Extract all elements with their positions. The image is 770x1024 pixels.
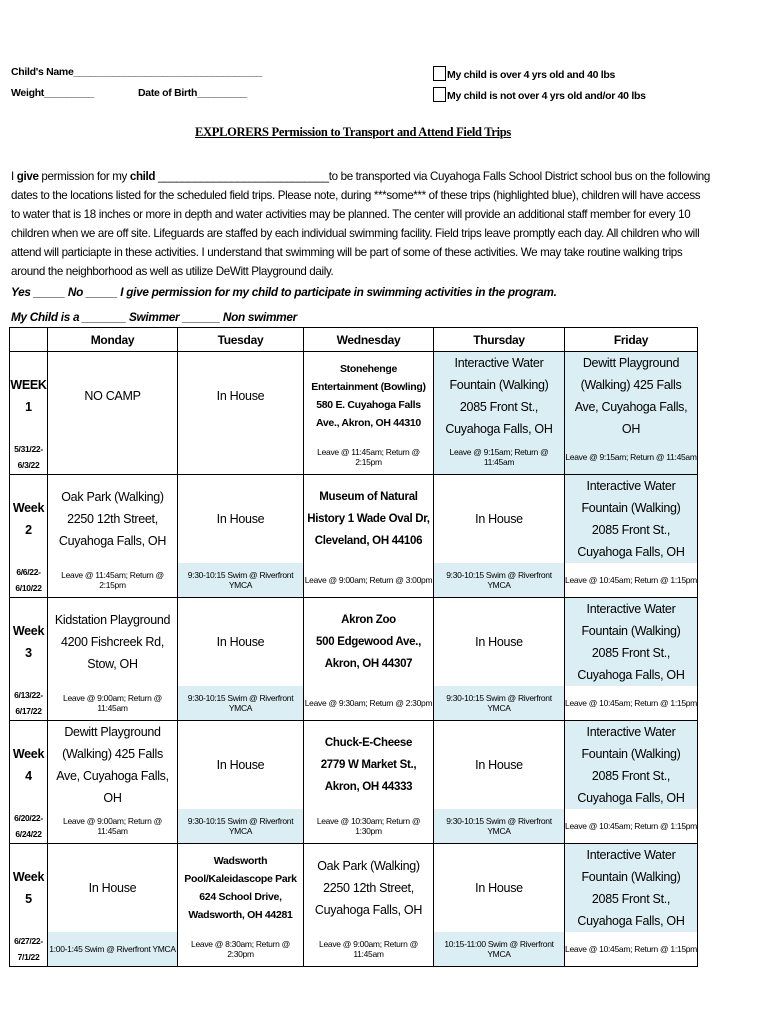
week-schedule-row <box>10 809 698 844</box>
weight-field[interactable]: Weight_________ <box>11 87 94 99</box>
schedule-friday: Leave @ 10:45am; Return @ 1:15pm <box>565 932 698 967</box>
option-over-4-label: My child is over 4 yrs old and 40 lbs <box>447 69 616 81</box>
schedule-monday: Leave @ 9:00am; Return @ 11:45am <box>48 686 178 721</box>
date-of-birth-field[interactable]: Date of Birth_________ <box>138 87 247 99</box>
checkbox-not-over-4[interactable] <box>433 87 446 102</box>
week-row <box>10 352 698 441</box>
week-schedule-row <box>10 440 698 475</box>
activity-friday: Interactive Water Fountain (Walking) 2085 Front St., Cuyahoga Falls, OH <box>565 721 698 810</box>
day-header-thursday: Thursday <box>434 328 565 352</box>
activity-monday: In House <box>48 844 178 933</box>
schedule-tuesday <box>178 440 304 475</box>
activity-tuesday: In House <box>178 352 304 441</box>
schedule-tuesday: 9:30-10:15 Swim @ Riverfront YMCA <box>178 686 304 721</box>
schedule-thursday: 9:30-10:15 Swim @ Riverfront YMCA <box>434 563 565 598</box>
activity-monday: Oak Park (Walking) 2250 12th Street, Cuyahoga Falls, OH <box>48 475 178 564</box>
activity-tuesday: Wadsworth Pool/Kaleidascope Park 624 School Drive, Wadsworth, OH 44281 <box>178 844 304 933</box>
week-dates: 6/27/22- 7/1/22 <box>10 932 48 967</box>
paragraph-child: child <box>129 170 156 183</box>
schedule-monday: Leave @ 11:45am; Return @ 2:15pm <box>48 563 178 598</box>
week-label: Week 2 <box>10 475 48 564</box>
week-label: WEEK 1 <box>10 352 48 441</box>
schedule-wednesday: Leave @ 10:30am; Return @ 1:30pm <box>304 809 434 844</box>
schedule-wednesday: Leave @ 9:00am; Return @ 3:00pm <box>304 563 434 598</box>
paragraph-text-3: ____________________________to be transported via Cuyahoga Falls School District school bus on the following dates to the locations listed for the scheduled field trips. Please note, during ***some*** of these trips (highlighted blue), children will have access to water that is 18 inches or more in depth and water activities may be planned. The center will provide an additional staff member for every 10 children when we are off site. Lifeguards are staffed by each individual swimming facility. Field trips leave promptly each day. All children who will attend will particiapte in these activities. I understand that swimming will be part of some of these activities. We may take routine walking trips around the neighborhood as well as utilize DeWitt Playground daily. <box>11 170 710 278</box>
corner-cell <box>10 328 48 352</box>
week-row <box>10 844 698 933</box>
week-schedule-row <box>10 932 698 967</box>
activity-tuesday: In House <box>178 475 304 564</box>
activity-tuesday: In House <box>178 721 304 810</box>
activity-thursday: In House <box>434 844 565 933</box>
activity-monday: NO CAMP <box>48 352 178 441</box>
activity-wednesday: Chuck-E-Cheese 2779 W Market St., Akron, OH 44333 <box>304 721 434 810</box>
activity-friday: Interactive Water Fountain (Walking) 2085 Front St., Cuyahoga Falls, OH <box>565 844 698 933</box>
field-trip-schedule-table <box>9 327 698 967</box>
activity-wednesday: Stonehenge Entertainment (Bowling) 580 E. Cuyahoga Falls Ave., Akron, OH 44310 <box>304 352 434 441</box>
schedule-tuesday: Leave @ 8:30am; Return @ 2:30pm <box>178 932 304 967</box>
week-schedule-row <box>10 686 698 721</box>
schedule-thursday: 10:15-11:00 Swim @ Riverfront YMCA <box>434 932 565 967</box>
schedule-thursday: 9:30-10:15 Swim @ Riverfront YMCA <box>434 809 565 844</box>
activity-friday: Interactive Water Fountain (Walking) 2085 Front St., Cuyahoga Falls, OH <box>565 475 698 564</box>
checkbox-over-4[interactable] <box>433 66 446 81</box>
week-label: Week 3 <box>10 598 48 687</box>
activity-thursday: In House <box>434 721 565 810</box>
week-dates: 6/20/22- 6/24/22 <box>10 809 48 844</box>
week-schedule-row <box>10 563 698 598</box>
option-not-over-4 <box>433 87 646 102</box>
activity-monday: Dewitt Playground (Walking) 425 Falls Ave, Cuyahoga Falls, OH <box>48 721 178 810</box>
paragraph-text-2: permission for my <box>38 170 130 183</box>
schedule-wednesday: Leave @ 9:30am; Return @ 2:30pm <box>304 686 434 721</box>
week-row <box>10 721 698 810</box>
paragraph-give: give <box>16 170 39 183</box>
week-row <box>10 598 698 687</box>
activity-wednesday: Museum of Natural History 1 Wade Oval Dr, Cleveland, OH 44106 <box>304 475 434 564</box>
day-header-friday: Friday <box>565 328 698 352</box>
activity-friday: Dewitt Playground (Walking) 425 Falls Ave, Cuyahoga Falls, OH <box>565 352 698 441</box>
day-header-tuesday: Tuesday <box>178 328 304 352</box>
week-dates: 5/31/22- 6/3/22 <box>10 440 48 475</box>
schedule-monday: Leave @ 9:00am; Return @ 11:45am <box>48 809 178 844</box>
schedule-thursday: 9:30-10:15 Swim @ Riverfront YMCA <box>434 686 565 721</box>
permission-paragraph <box>11 167 711 281</box>
activity-thursday: In House <box>434 598 565 687</box>
schedule-tuesday: 9:30-10:15 Swim @ Riverfront YMCA <box>178 563 304 598</box>
option-over-4 <box>433 66 615 81</box>
activity-thursday: In House <box>434 475 565 564</box>
activity-wednesday: Oak Park (Walking) 2250 12th Street, Cuyahoga Falls, OH <box>304 844 434 933</box>
activity-tuesday: In House <box>178 598 304 687</box>
schedule-friday: Leave @ 10:45am; Return @ 1:15pm <box>565 809 698 844</box>
activity-monday: Kidstation Playground 4200 Fishcreek Rd, Stow, OH <box>48 598 178 687</box>
activity-thursday: Interactive Water Fountain (Walking) 2085 Front St., Cuyahoga Falls, OH <box>434 352 565 441</box>
week-dates: 6/6/22- 6/10/22 <box>10 563 48 598</box>
week-dates: 6/13/22- 6/17/22 <box>10 686 48 721</box>
activity-friday: Interactive Water Fountain (Walking) 2085 Front St., Cuyahoga Falls, OH <box>565 598 698 687</box>
schedule-tuesday: 9:30-10:15 Swim @ Riverfront YMCA <box>178 809 304 844</box>
schedule-monday <box>48 440 178 475</box>
schedule-monday: 1:00-1:45 Swim @ Riverfront YMCA <box>48 932 178 967</box>
page-title: EXPLORERS Permission to Transport and Attend Field Trips <box>195 125 511 139</box>
day-header-row <box>10 328 698 352</box>
schedule-wednesday: Leave @ 11:45am; Return @ 2:15pm <box>304 440 434 475</box>
childs-name-field[interactable]: Child's Name__________________________________ <box>11 66 262 78</box>
paragraph-text-1: I <box>11 170 17 183</box>
option-not-over-4-label: My child is not over 4 yrs old and/or 40 lbs <box>447 90 646 102</box>
schedule-thursday: Leave @ 9:15am; Return @ 11:45am <box>434 440 565 475</box>
swimmer-status-line[interactable]: My Child is a _______ Swimmer ______ Non swimmer <box>11 310 297 324</box>
schedule-friday: Leave @ 9:15am; Return @ 11:45am <box>565 440 698 475</box>
schedule-friday: Leave @ 10:45am; Return @ 1:15pm <box>565 686 698 721</box>
activity-wednesday: Akron Zoo 500 Edgewood Ave., Akron, OH 44307 <box>304 598 434 687</box>
schedule-wednesday: Leave @ 9:00am; Return @ 11:45am <box>304 932 434 967</box>
swim-permission-line[interactable]: Yes _____ No _____ I give permission for my child to participate in swimming activities in the program. <box>11 285 557 299</box>
week-row <box>10 475 698 564</box>
schedule-friday: Leave @ 10:45am; Return @ 1:15pm <box>565 563 698 598</box>
week-label: Week 5 <box>10 844 48 933</box>
week-label: Week 4 <box>10 721 48 810</box>
day-header-monday: Monday <box>48 328 178 352</box>
day-header-wednesday: Wednesday <box>304 328 434 352</box>
